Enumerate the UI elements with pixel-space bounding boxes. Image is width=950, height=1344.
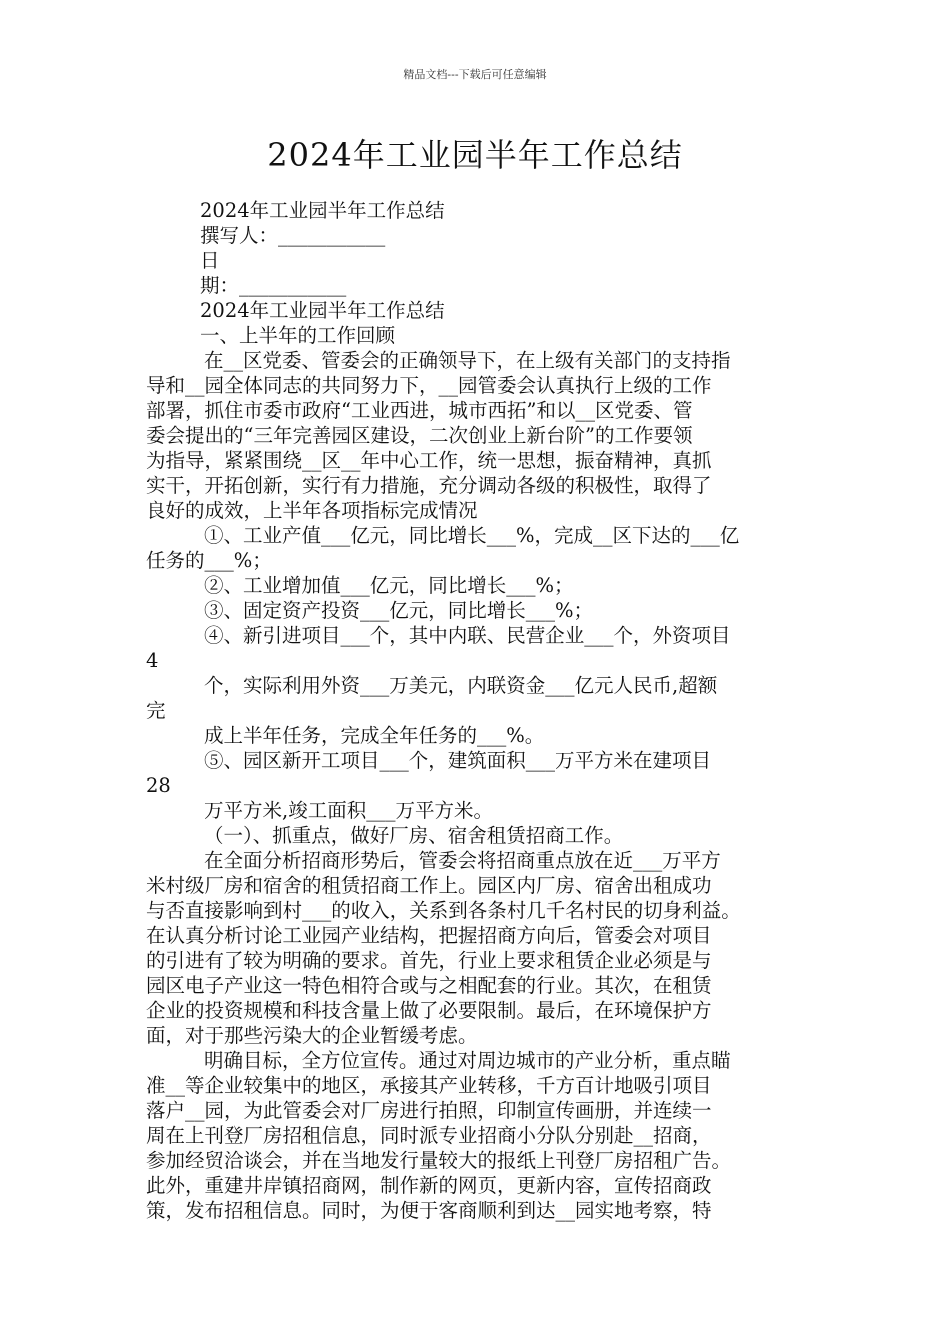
- body-line: 委会提出的“三年完善园区建设，二次创业上新台阶”的工作要领: [146, 424, 693, 447]
- body-line: 4: [146, 649, 159, 672]
- body-line: 日: [200, 249, 220, 272]
- document-title: 2024年工业园半年工作总结: [267, 136, 683, 174]
- body-line: 在__区党委、管委会的正确领导下，在上级有关部门的支持指: [204, 349, 731, 372]
- body-line: 与否直接影响到村___的收入，关系到各条村几千名村民的切身利益。: [146, 899, 741, 922]
- body-line: ⑤、园区新开工项目___个，建筑面积___万平方米在建项目: [204, 749, 712, 772]
- body-line: 在全面分析招商形势后，管委会将招商重点放在近___万平方: [204, 849, 721, 872]
- body-line: ②、工业增加值___亿元，同比增长___%；: [204, 574, 574, 597]
- body-line: （一）、抓重点，做好厂房、宿舍租赁招商工作。: [204, 824, 624, 847]
- body-line: 企业的投资规模和科技含量上做了必要限制。最后，在环境保护方: [146, 999, 712, 1022]
- body-line: 良好的成效，上半年各项指标完成情况: [146, 499, 478, 522]
- body-line: 一、上半年的工作回顾: [200, 324, 396, 347]
- body-line: 完: [146, 699, 166, 722]
- body-line: 周在上刊登厂房招租信息，同时派专业招商小分队分别赴__招商，: [146, 1124, 712, 1147]
- body-line: 2024年工业园半年工作总结: [200, 299, 445, 322]
- body-line: 成上半年任务，完成全年任务的___%。: [204, 724, 545, 747]
- body-line: 面，对于那些污染大的企业暂缓考虑。: [146, 1024, 478, 1047]
- body-line: 个，实际利用外资___万美元，内联资金___亿元人民币,超额: [204, 674, 718, 697]
- body-line: 2024年工业园半年工作总结: [200, 199, 445, 222]
- body-line: 园区电子产业这一特色相符合或与之相配套的行业。其次，在租赁: [146, 974, 712, 997]
- body-line: 为指导，紧紧围绕__区__年中心工作，统一思想，振奋精神，真抓: [146, 449, 712, 472]
- body-line: 米村级厂房和宿舍的租赁招商工作上。园区内厂房、宿舍出租成功: [146, 874, 712, 897]
- body-line: 准__等企业较集中的地区，承接其产业转移，千方百计地吸引项目: [146, 1074, 712, 1097]
- body-line: 部署，抓住市委市政府“工业西进，城市西拓”和以__区党委、管: [146, 399, 693, 422]
- body-line: 万平方米,竣工面积___万平方米。: [204, 799, 493, 822]
- body-line: 落户__园，为此管委会对厂房进行拍照，印制宣传画册，并连续一: [146, 1099, 712, 1122]
- body-line: 导和__园全体同志的共同努力下，__园管委会认真执行上级的工作: [146, 374, 712, 397]
- document-body: [146, 198, 811, 1223]
- body-line: ④、新引进项目___个，其中内联、民营企业___个，外资项目: [204, 624, 731, 647]
- body-line: ③、固定资产投资___亿元，同比增长___%；: [204, 599, 594, 622]
- body-line: 期：___________: [200, 274, 347, 297]
- body-line: 参加经贸洽谈会，并在当地发行量较大的报纸上刊登厂房招租广告。: [146, 1149, 732, 1172]
- body-line: ①、工业产值___亿元，同比增长___%，完成__区下达的___亿: [204, 524, 740, 547]
- body-line: 的引进有了较为明确的要求。首先，行业上要求租赁企业必须是与: [146, 949, 712, 972]
- body-line: 策，发布招租信息。同时，为便于客商顺利到达__园实地考察，特: [146, 1199, 712, 1222]
- page-header: 精品文档---下载后可任意编辑: [403, 68, 547, 81]
- body-line: 实干，开拓创新，实行有力措施，充分调动各级的积极性，取得了: [146, 474, 712, 497]
- body-line: 任务的___%；: [146, 549, 272, 572]
- body-line: 撰写人：___________: [200, 224, 386, 247]
- body-line: 此外，重建井岸镇招商网，制作新的网页，更新内容，宣传招商政: [146, 1174, 712, 1197]
- body-line: 28: [146, 774, 171, 797]
- body-line: 明确目标，全方位宣传。通过对周边城市的产业分析，重点瞄: [204, 1049, 731, 1072]
- body-line: 在认真分析讨论工业园产业结构，把握招商方向后，管委会对项目: [146, 924, 712, 947]
